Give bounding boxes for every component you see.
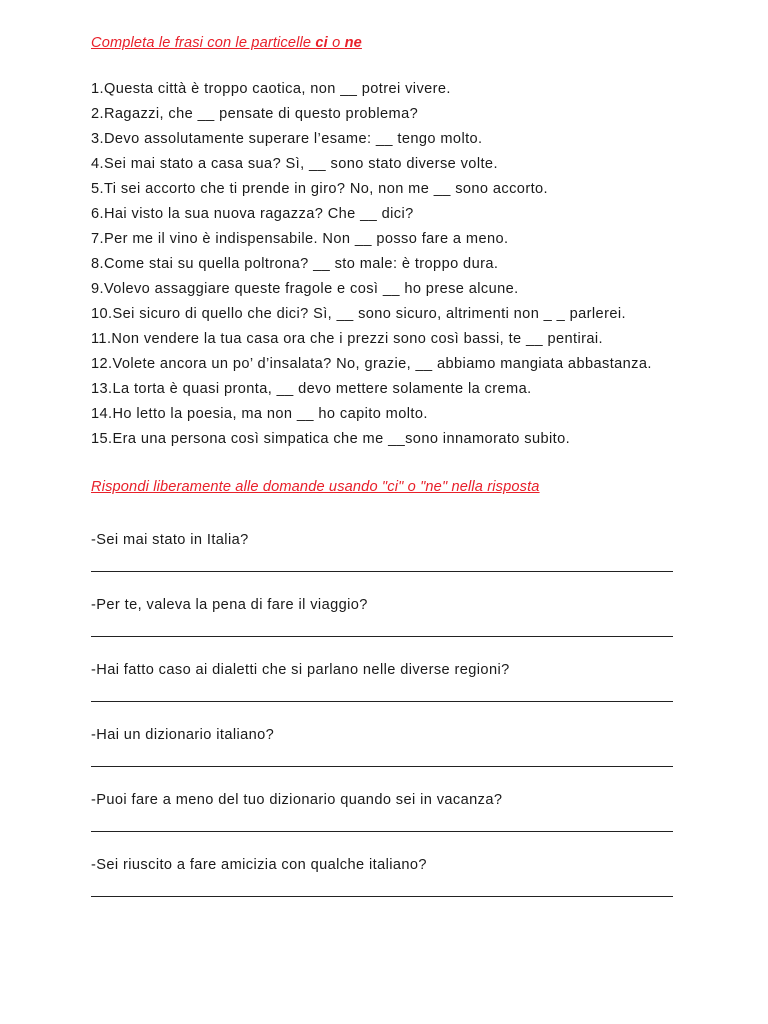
exercise1-heading-text: Completa le frasi con le particelle bbox=[91, 35, 316, 51]
question-text: -Puoi fare a meno del tuo dizionario quando sei in vacanza? bbox=[91, 791, 503, 808]
sentence-item: 11.Non vendere la tua casa ora che i prezzi sono così bassi, te __ pentirai. bbox=[91, 331, 603, 347]
question-text: -Hai un dizionario italiano? bbox=[91, 726, 275, 743]
worksheet-page bbox=[91, 33, 681, 921]
sentence-item: 12.Volete ancora un po’ d’insalata? No, grazie, __ abbiamo mangiata abbastanza. bbox=[91, 356, 652, 372]
sentence-item: 13.La torta è quasi pronta, __ devo mettere solamente la crema. bbox=[91, 381, 532, 397]
sentence-item: 2.Ragazzi, che __ pensate di questo problema? bbox=[91, 106, 419, 122]
particle-ci: ci bbox=[315, 35, 328, 51]
question-text: -Sei mai stato in Italia? bbox=[91, 531, 249, 548]
question-text: -Hai fatto caso ai dialetti che si parlano nelle diverse regioni? bbox=[91, 661, 510, 678]
question-block bbox=[91, 791, 681, 832]
heading-conjunction: o bbox=[327, 35, 345, 51]
sentence-item: 3.Devo assolutamente superare l’esame: __ tengo molto. bbox=[91, 131, 483, 147]
sentence-item: 8.Come stai su quella poltrona? __ sto male: è troppo dura. bbox=[91, 256, 499, 272]
particle-ne: ne bbox=[344, 35, 362, 51]
answer-line[interactable] bbox=[91, 896, 673, 897]
sentence-item: 1.Questa città è troppo caotica, non __ potrei vivere. bbox=[91, 81, 451, 97]
question-block bbox=[91, 726, 681, 767]
sentence-item: 4.Sei mai stato a casa sua? Sì, __ sono stato diverse volte. bbox=[91, 156, 498, 172]
sentence-item: 7.Per me il vino è indispensabile. Non __ posso fare a meno. bbox=[91, 231, 509, 247]
question-block bbox=[91, 596, 681, 637]
sentence-item: 15.Era una persona così simpatica che me __sono innamorato subito. bbox=[91, 431, 571, 447]
question-block bbox=[91, 856, 681, 897]
question-block bbox=[91, 531, 681, 572]
answer-line[interactable] bbox=[91, 701, 673, 702]
sentence-list bbox=[91, 80, 681, 450]
question-block bbox=[91, 661, 681, 702]
question-text: -Per te, valeva la pena di fare il viaggio? bbox=[91, 596, 368, 613]
answer-line[interactable] bbox=[91, 571, 673, 572]
sentence-item: 5.Ti sei accorto che ti prende in giro? No, non me __ sono accorto. bbox=[91, 181, 549, 197]
question-text: -Sei riuscito a fare amicizia con qualche italiano? bbox=[91, 856, 427, 873]
sentence-item: 10.Sei sicuro di quello che dici? Sì, __ sono sicuro, altrimenti non _ _ parlerei. bbox=[91, 306, 626, 322]
answer-line[interactable] bbox=[91, 636, 673, 637]
answer-line[interactable] bbox=[91, 831, 673, 832]
sentence-item: 6.Hai visto la sua nuova ragazza? Che __ dici? bbox=[91, 206, 414, 222]
exercise2-heading: Rispondi liberamente alle domande usando "ci" o "ne" nella risposta bbox=[91, 478, 540, 495]
sentence-item: 9.Volevo assaggiare queste fragole e così __ ho prese alcune. bbox=[91, 281, 519, 297]
question-list bbox=[91, 531, 681, 897]
answer-line[interactable] bbox=[91, 766, 673, 767]
sentence-item: 14.Ho letto la poesia, ma non __ ho capito molto. bbox=[91, 406, 428, 422]
exercise1-heading bbox=[91, 33, 681, 53]
